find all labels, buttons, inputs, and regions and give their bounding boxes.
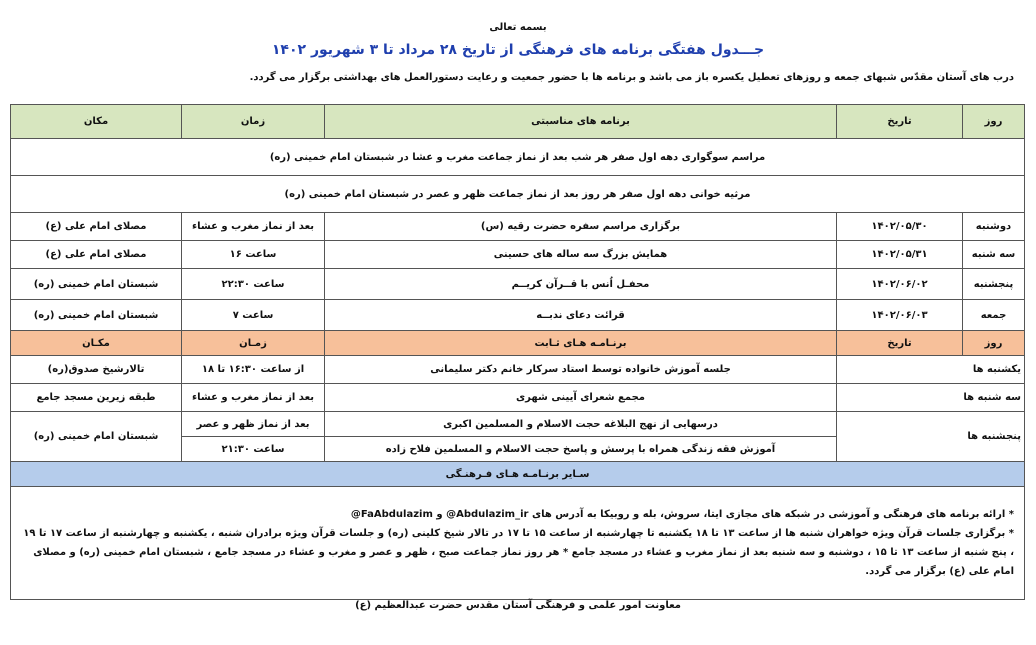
cell-day: پنجشنبه — [963, 269, 1025, 300]
cell-program: آموزش فقه زندگی همراه با پرسش و پاسخ حجت الاسلام و المسلمین فلاح زاده — [325, 437, 837, 462]
cell-day: سه شنبه ها — [837, 384, 1025, 412]
other-header-row — [11, 462, 1025, 487]
note-social-text: * ارائه برنامه های فرهنگی و آموزشی در شبکه های مجازی ایتا، سروش، بله و روبیکا به آدرس های — [531, 509, 1014, 520]
cell-place: مصلای امام علی (ع) — [11, 241, 182, 269]
cell-time: بعد از نماز ظهر و عصر — [182, 412, 325, 437]
column-header-time: زمان — [182, 105, 325, 139]
cell-day: سه شنبه — [963, 241, 1025, 269]
note-social — [21, 505, 1014, 524]
cell-program: محفـل اُنس با قــرآن کریــم — [325, 269, 837, 300]
column-header-day: روز — [963, 331, 1025, 356]
table-row — [11, 269, 1025, 300]
banner-mourning: مراسم سوگواری دهه اول صفر هر شب بعد از نماز جماعت مغرب و عشا در شبستان امام خمینی (ره) — [11, 139, 1025, 176]
banner-row — [11, 139, 1025, 176]
cell-time: بعد از نماز مغرب و عشاء — [182, 384, 325, 412]
cell-date: ۱۴۰۲/۰۵/۳۱ — [837, 241, 963, 269]
cell-time: از ساعت ۱۶:۳۰ تا ۱۸ — [182, 356, 325, 384]
table-row — [11, 300, 1025, 331]
cell-place: شبستان امام خمینی (ره) — [11, 300, 182, 331]
page-subtitle: درب های آستان مقدّس شبهای جمعه و روزهای تعطیل یکسره باز می باشد و برنامه ها با حضور جمعیت و رعایت دستورالعمل های بهداشتی برگزار می گردد. — [249, 72, 1014, 83]
cell-program: جلسه آموزش خانواده توسط استاد سرکار خانم دکتر سلیمانی — [325, 356, 837, 384]
cell-program: قرائت دعای ندبــه — [325, 300, 837, 331]
cell-day: پنجشنبه ها — [837, 412, 1025, 462]
column-header-time: زمـان — [182, 331, 325, 356]
cell-place: شبستان امام خمینی (ره) — [11, 269, 182, 300]
note-quran: * برگزاری جلسات قرآن ویژه خواهران شنبه ها از ساعت ۱۳ تا ۱۸ یکشنبه تا چهارشنبه از ساعت ۱۵ تا ۱۷ در تالار شیخ کلینی (ره) و جلسات قرآن ویژه برادران شنبه ، یکشنبه و چهارشنبه از ساعت ۱۷ تا ۱۹ ، پنج شنبه از ساعت ۱۳ تا ۱۵ ، دوشنبه و سه شنبه بعد از نماز مغرب و عشاء در مسجد جامع * هر روز نماز جماعت صبح ، ظهر و عصر و مغرب و عشاء در مسجد جامع ، شبستان امام خمینی (ره) و مصلای امام علی (ع) برگزار می گردد. — [23, 528, 1014, 577]
footer-signature: معاونت امور علمی و فرهنگی آستان مقدس حضرت عبدالعظیم (ع) — [355, 600, 681, 611]
cell-day: جمعه — [963, 300, 1025, 331]
column-header-place: مکـان — [11, 331, 182, 356]
cell-time: بعد از نماز مغرب و عشاء — [182, 213, 325, 241]
cell-date: ۱۴۰۲/۰۶/۰۲ — [837, 269, 963, 300]
column-header-place: مکان — [11, 105, 182, 139]
page-title: جـــدول هفتگی برنامه های فرهنگی از تاریخ ۲۸ مرداد تا ۳ شهریور ۱۴۰۲ — [271, 42, 765, 58]
cell-program: درسهایی از نهج البلاغه حجت الاسلام و المسلمین اکبری — [325, 412, 837, 437]
cell-program: برگزاری مراسم سفره حضرت رقیه (س) — [325, 213, 837, 241]
cell-place: تالارشیخ صدوق(ره) — [11, 356, 182, 384]
cell-time: ساعت ۱۶ — [182, 241, 325, 269]
table-row — [11, 384, 1025, 412]
table-row — [11, 412, 1025, 437]
column-header-program: برنـامـه هـای ثـابت — [325, 331, 837, 356]
column-header-day: روز — [963, 105, 1025, 139]
cell-program: همایش بزرگ سه ساله های حسینی — [325, 241, 837, 269]
notes-cell — [11, 487, 1025, 600]
handle-abdulazim-link[interactable]: @Abdulazim_ir — [446, 509, 529, 520]
column-header-date: تاریخ — [837, 331, 963, 356]
fixed-header-row — [11, 331, 1025, 356]
banner-row — [11, 176, 1025, 213]
table-row — [11, 213, 1025, 241]
cell-program: مجمع شعرای آیینی شهری — [325, 384, 837, 412]
other-programs-title: سـایر برنـامـه هـای فـرهنـگی — [11, 462, 1025, 487]
cell-day: یکشنبه ها — [837, 356, 1025, 384]
column-header-program: برنامه های مناسبتی — [325, 105, 837, 139]
column-header-date: تاریخ — [837, 105, 963, 139]
cell-time: ساعت ۷ — [182, 300, 325, 331]
notes-row — [11, 487, 1025, 600]
cell-place: شبستان امام خمینی (ره) — [11, 412, 182, 462]
cell-time: ساعت ۲۲:۳۰ — [182, 269, 325, 300]
cell-date: ۱۴۰۲/۰۵/۳۰ — [837, 213, 963, 241]
cell-day: دوشنبه — [963, 213, 1025, 241]
cell-time: ساعت ۲۱:۳۰ — [182, 437, 325, 462]
cell-place: طبقه زیرین مسجد جامع — [11, 384, 182, 412]
table-row — [11, 241, 1025, 269]
table-row — [11, 356, 1025, 384]
occasional-header-row — [11, 105, 1025, 139]
bismillah: بسمه تعالی — [489, 22, 547, 33]
schedule-table — [10, 104, 1025, 600]
note-and: و — [436, 509, 443, 520]
cell-date: ۱۴۰۲/۰۶/۰۳ — [837, 300, 963, 331]
cell-place: مصلای امام علی (ع) — [11, 213, 182, 241]
banner-elegy: مرثیه خوانی دهه اول صفر هر روز بعد از نماز جماعت ظهر و عصر در شبستان امام خمینی (ره) — [11, 176, 1025, 213]
handle-faabdulazim-link[interactable]: @FaAbdulazim — [350, 509, 433, 520]
